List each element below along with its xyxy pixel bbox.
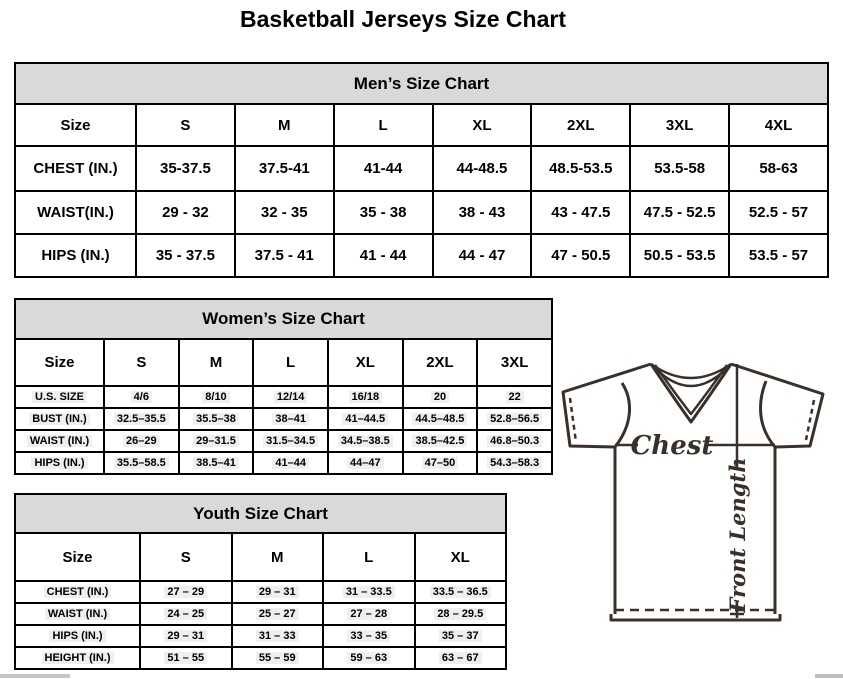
cell-text: 55 – 59 bbox=[256, 652, 299, 664]
cell-text: BUST (IN.) bbox=[29, 413, 89, 425]
youth-row-label bbox=[15, 603, 140, 625]
youth-cell bbox=[323, 603, 415, 625]
mens-cell: 41 - 44 bbox=[334, 234, 433, 277]
mens-cell: 37.5 - 41 bbox=[235, 234, 334, 277]
cell-text: 35.5–58.5 bbox=[114, 457, 169, 469]
youth-col-header: Size bbox=[15, 533, 140, 581]
cell-text: 41–44.5 bbox=[342, 413, 388, 425]
jersey-left-cuff-dashed-line bbox=[570, 398, 576, 442]
womens-cell bbox=[179, 452, 254, 474]
cell-text: 27 – 28 bbox=[347, 608, 390, 620]
jersey-right-armhole-seam bbox=[761, 381, 775, 447]
cell-text: 12/14 bbox=[274, 391, 308, 403]
table-row bbox=[15, 452, 552, 474]
jersey-right-sleeve bbox=[731, 364, 823, 447]
mens-col-header: 2XL bbox=[531, 104, 630, 146]
cell-text: 26–29 bbox=[123, 435, 160, 447]
youth-cell bbox=[140, 581, 232, 603]
cell-text: 35.5–38 bbox=[193, 413, 239, 425]
youth-cell bbox=[140, 603, 232, 625]
womens-cell bbox=[328, 386, 403, 408]
womens-col-header: Size bbox=[15, 339, 104, 386]
mens-cell: 41-44 bbox=[334, 146, 433, 191]
womens-cell bbox=[104, 386, 179, 408]
womens-cell bbox=[104, 408, 179, 430]
cell-text: 54.3–58.3 bbox=[487, 457, 542, 469]
cell-text: 33 – 35 bbox=[347, 630, 390, 642]
cell-text: 34.5–38.5 bbox=[338, 435, 393, 447]
cell-text: 44.5–48.5 bbox=[412, 413, 467, 425]
table-row bbox=[15, 234, 828, 277]
youth-cell bbox=[232, 603, 324, 625]
table-row bbox=[15, 146, 828, 191]
mens-cell: 37.5-41 bbox=[235, 146, 334, 191]
cell-text: HEIGHT (IN.) bbox=[42, 652, 114, 664]
mens-cell: 43 - 47.5 bbox=[531, 191, 630, 234]
cell-text: 27 – 29 bbox=[164, 586, 207, 598]
womens-cell bbox=[179, 430, 254, 452]
cell-text: 38.5–41 bbox=[193, 457, 239, 469]
womens-cell bbox=[179, 408, 254, 430]
cell-text: 8/10 bbox=[202, 391, 229, 403]
youth-size-table bbox=[14, 493, 507, 670]
mens-cell: 44 - 47 bbox=[433, 234, 532, 277]
table-row bbox=[15, 625, 506, 647]
youth-cell bbox=[232, 625, 324, 647]
jersey-left-armhole-seam bbox=[615, 383, 630, 447]
cell-text: 47–50 bbox=[422, 457, 459, 469]
mens-cell: 47.5 - 52.5 bbox=[630, 191, 729, 234]
womens-col-header: L bbox=[253, 339, 328, 386]
womens-col-header: XL bbox=[328, 339, 403, 386]
cell-text: 31 – 33 bbox=[256, 630, 299, 642]
womens-cell bbox=[179, 386, 254, 408]
youth-cell bbox=[415, 603, 507, 625]
youth-col-header: S bbox=[140, 533, 232, 581]
front-length-label: Front Length bbox=[725, 457, 750, 613]
womens-cell bbox=[253, 408, 328, 430]
cell-text: 31 – 33.5 bbox=[343, 586, 395, 598]
mens-cell: 52.5 - 57 bbox=[729, 191, 828, 234]
cell-text: 24 – 25 bbox=[164, 608, 207, 620]
youth-table-title: Youth Size Chart bbox=[15, 494, 506, 533]
cell-text: CHEST (IN.) bbox=[44, 586, 112, 598]
mens-cell: 38 - 43 bbox=[433, 191, 532, 234]
jersey-measurement-diagram bbox=[556, 356, 834, 628]
cell-text: 63 – 67 bbox=[439, 652, 482, 664]
mens-col-header: XL bbox=[433, 104, 532, 146]
table-row bbox=[15, 430, 552, 452]
cell-text: 33.5 – 36.5 bbox=[430, 586, 491, 598]
cell-text: 29–31.5 bbox=[193, 435, 239, 447]
cell-text: 22 bbox=[506, 391, 524, 403]
mens-cell: 29 - 32 bbox=[136, 191, 235, 234]
cell-text: 29 – 31 bbox=[256, 586, 299, 598]
table-row bbox=[15, 386, 552, 408]
cell-text: HIPS (IN.) bbox=[31, 457, 87, 469]
cell-text: 4/6 bbox=[131, 391, 152, 403]
cell-text: 52.8–56.5 bbox=[487, 413, 542, 425]
womens-table-title: Women’s Size Chart bbox=[15, 299, 552, 339]
womens-cell bbox=[477, 452, 552, 474]
womens-cell bbox=[104, 452, 179, 474]
youth-cell bbox=[415, 647, 507, 669]
youth-cell bbox=[140, 647, 232, 669]
womens-cell bbox=[403, 408, 478, 430]
mens-col-header: L bbox=[334, 104, 433, 146]
cell-text: 51 – 55 bbox=[164, 652, 207, 664]
cell-text: 46.8–50.3 bbox=[487, 435, 542, 447]
cell-text: 16/18 bbox=[349, 391, 383, 403]
youth-col-header: M bbox=[232, 533, 324, 581]
table-row bbox=[15, 581, 506, 603]
womens-cell bbox=[328, 408, 403, 430]
chest-label: Chest bbox=[630, 431, 714, 461]
mens-col-header: M bbox=[235, 104, 334, 146]
womens-col-header: 2XL bbox=[403, 339, 478, 386]
womens-row-label bbox=[15, 430, 104, 452]
mens-cell: 35 - 38 bbox=[334, 191, 433, 234]
jersey-hem-band bbox=[611, 614, 780, 620]
mens-col-header: S bbox=[136, 104, 235, 146]
youth-cell bbox=[415, 581, 507, 603]
womens-row-label bbox=[15, 452, 104, 474]
page-title: Basketball Jerseys Size Chart bbox=[239, 6, 566, 32]
cell-text: U.S. SIZE bbox=[32, 391, 87, 403]
cell-text: 38.5–42.5 bbox=[412, 435, 467, 447]
womens-cell bbox=[477, 408, 552, 430]
youth-row-label bbox=[15, 625, 140, 647]
mens-cell: 32 - 35 bbox=[235, 191, 334, 234]
womens-row-label bbox=[15, 386, 104, 408]
womens-cell bbox=[253, 452, 328, 474]
cell-text: 25 – 27 bbox=[256, 608, 299, 620]
cell-text: WAIST (IN.) bbox=[27, 435, 92, 447]
cell-text: 38–41 bbox=[272, 413, 309, 425]
womens-cell bbox=[104, 430, 179, 452]
youth-row-label bbox=[15, 647, 140, 669]
youth-cell bbox=[323, 581, 415, 603]
cell-text: 41–44 bbox=[272, 457, 309, 469]
youth-cell bbox=[323, 625, 415, 647]
cell-text: 35 – 37 bbox=[439, 630, 482, 642]
horizontal-scrollbar-thumb-right[interactable] bbox=[815, 674, 843, 678]
womens-cell bbox=[477, 430, 552, 452]
mens-col-header: 4XL bbox=[729, 104, 828, 146]
table-row bbox=[15, 191, 828, 234]
womens-cell bbox=[403, 452, 478, 474]
table-row bbox=[15, 647, 506, 669]
mens-table-title: Men’s Size Chart bbox=[15, 63, 828, 104]
mens-size-table bbox=[14, 62, 829, 278]
womens-cell bbox=[328, 452, 403, 474]
table-row bbox=[15, 603, 506, 625]
cell-text: 44–47 bbox=[347, 457, 384, 469]
womens-col-header: M bbox=[179, 339, 254, 386]
mens-col-header: Size bbox=[15, 104, 136, 146]
mens-cell: 44-48.5 bbox=[433, 146, 532, 191]
womens-cell bbox=[477, 386, 552, 408]
mens-row-label: WAIST(IN.) bbox=[15, 191, 136, 234]
cell-text: 29 – 31 bbox=[164, 630, 207, 642]
mens-cell: 50.5 - 53.5 bbox=[630, 234, 729, 277]
cell-text: 28 – 29.5 bbox=[434, 608, 486, 620]
womens-size-table bbox=[14, 298, 553, 475]
cell-text: WAIST (IN.) bbox=[45, 608, 110, 620]
youth-cell bbox=[415, 625, 507, 647]
mens-cell: 35 - 37.5 bbox=[136, 234, 235, 277]
cell-text: HIPS (IN.) bbox=[49, 630, 105, 642]
cell-text: 59 – 63 bbox=[347, 652, 390, 664]
womens-cell bbox=[328, 430, 403, 452]
mens-cell: 53.5-58 bbox=[630, 146, 729, 191]
cell-text: 31.5–34.5 bbox=[263, 435, 318, 447]
youth-col-header: L bbox=[323, 533, 415, 581]
mens-cell: 58-63 bbox=[729, 146, 828, 191]
mens-cell: 47 - 50.5 bbox=[531, 234, 630, 277]
youth-cell bbox=[232, 581, 324, 603]
youth-col-header: XL bbox=[415, 533, 507, 581]
cell-text: 32.5–35.5 bbox=[114, 413, 169, 425]
womens-row-label bbox=[15, 408, 104, 430]
mens-col-header: 3XL bbox=[630, 104, 729, 146]
cell-text: 20 bbox=[431, 391, 449, 403]
womens-cell bbox=[253, 430, 328, 452]
womens-col-header: 3XL bbox=[477, 339, 552, 386]
horizontal-scrollbar-thumb-left[interactable] bbox=[0, 674, 70, 678]
womens-cell bbox=[253, 386, 328, 408]
womens-cell bbox=[403, 430, 478, 452]
youth-row-label bbox=[15, 581, 140, 603]
womens-cell bbox=[403, 386, 478, 408]
youth-cell bbox=[232, 647, 324, 669]
youth-cell bbox=[140, 625, 232, 647]
mens-cell: 53.5 - 57 bbox=[729, 234, 828, 277]
youth-cell bbox=[323, 647, 415, 669]
womens-col-header: S bbox=[104, 339, 179, 386]
mens-row-label: HIPS (IN.) bbox=[15, 234, 136, 277]
table-row bbox=[15, 408, 552, 430]
mens-cell: 35-37.5 bbox=[136, 146, 235, 191]
mens-row-label: CHEST (IN.) bbox=[15, 146, 136, 191]
mens-cell: 48.5-53.5 bbox=[531, 146, 630, 191]
